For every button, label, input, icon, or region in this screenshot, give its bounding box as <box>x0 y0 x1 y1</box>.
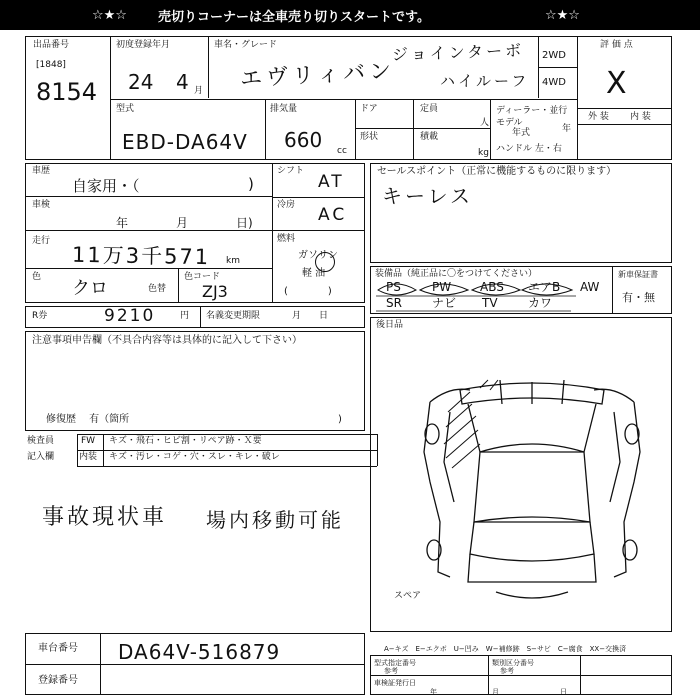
equipment-tv: TV <box>482 296 498 310</box>
repair-history-label: 修復歴 有（箇所 <box>46 414 130 425</box>
chassis-number: DA64V-516879 <box>118 640 281 664</box>
door-label: ドア <box>360 104 378 114</box>
grade-line1: ジョインターボ <box>391 40 525 65</box>
notes-handwritten-2: 場内移動可能 <box>206 508 344 532</box>
capacity-unit: 人 <box>480 118 490 128</box>
cc-unit: cc <box>337 146 347 156</box>
color-code-label: 色コード <box>184 272 221 282</box>
warranty-options: 有・無 <box>622 291 655 304</box>
spare-label: スペア <box>394 591 422 601</box>
model-value: EBD-DA64V <box>122 130 248 154</box>
year-type-label: 年式 <box>512 128 531 138</box>
shift-label: シフト <box>277 166 305 176</box>
shape-label: 形状 <box>360 132 379 142</box>
car-grade-label: 車名・グレード <box>214 40 278 50</box>
load-unit: kg <box>478 148 489 158</box>
rating-value: X <box>606 66 627 101</box>
selling-point-value: キーレス <box>382 184 473 208</box>
equipment-grid <box>376 282 612 312</box>
car-name: エヴリィバン <box>239 58 396 93</box>
displacement-label: 排気量 <box>270 104 298 114</box>
interior-label: 内 装 <box>630 112 651 122</box>
equipment-airbag: エアB <box>528 280 561 294</box>
two-wd-label: 2WD <box>542 50 566 61</box>
inspector-entry-block <box>25 434 365 466</box>
inspect-date-label: 車検証発行日 <box>374 679 416 687</box>
inspect-date-month: 月 <box>492 688 499 696</box>
equipment-label: 装備品（純正品に〇をつけてください） <box>375 269 538 279</box>
load-label: 積載 <box>420 132 439 142</box>
history-label: 車歴 <box>32 166 51 176</box>
fuel-other: ( ) <box>284 286 332 297</box>
mileage-label: 走行 <box>32 236 51 246</box>
fuel-diesel: 軽 油 <box>302 268 326 279</box>
handle-label: ハンドル 左・右 <box>496 144 562 154</box>
grade-line2: ハイルーフ <box>440 72 530 90</box>
header-banner <box>0 0 700 30</box>
selling-points-panel <box>370 163 672 263</box>
fuel-gasoline: ガソリン <box>298 250 338 261</box>
banner-right-stars: ☆★☆ <box>545 7 580 23</box>
naisou-items: キズ・汚レ・コゲ・穴・スレ・キレ・破レ <box>109 452 280 462</box>
name-change-date: 月 日 <box>292 311 329 321</box>
inspector-label: 検査員 <box>27 436 55 446</box>
selling-points-label: セールスポイント（正常に機能するものに限ります） <box>377 166 617 177</box>
equipment-ps: PS <box>386 280 401 294</box>
reg-year: 24 <box>128 70 154 94</box>
equipment-navi: ナビ <box>432 296 457 310</box>
inspect-date-day: 日 <box>560 688 567 696</box>
shift-value: AT <box>318 172 345 192</box>
equipment-pw: PW <box>432 280 452 294</box>
new-warranty-label: 新車保証書 <box>618 270 658 279</box>
exterior-label: 外 装 <box>588 112 609 122</box>
cooling-value: AC <box>318 205 348 225</box>
model-label: 型式 <box>116 104 135 114</box>
reg-month: 4 <box>176 70 189 94</box>
fw-label: FW <box>81 436 96 446</box>
fuel-circle-mark <box>315 252 335 272</box>
equipment-aw: AW <box>580 280 600 294</box>
year-unit: 年 <box>562 124 572 134</box>
banner-left-stars: ☆★☆ <box>92 7 127 23</box>
entry-label: 記入欄 <box>27 452 55 462</box>
car-damage-diagram <box>410 372 655 602</box>
first-reg-label: 初度登録年月 <box>116 40 171 50</box>
lot-number: 8154 <box>36 78 98 106</box>
equipment-abs: ABS <box>480 280 504 294</box>
post-body-label: 後日品 <box>376 320 404 330</box>
naisou-label: 内装 <box>79 452 98 462</box>
equipment-sr: SR <box>386 296 402 310</box>
notes-handwritten-1: 事故現状車 <box>42 505 168 530</box>
cooling-label: 冷房 <box>277 200 296 210</box>
class-no-label: 類別区分番号 <box>492 659 534 667</box>
equipment-circle-marks <box>376 282 612 312</box>
equipment-leather: カワ <box>528 296 553 310</box>
form-no-reference: 参考 <box>384 667 398 675</box>
capacity-label: 定員 <box>420 104 439 114</box>
form-no-label: 型式指定番号 <box>374 659 416 667</box>
color-code-value: ZJ3 <box>202 282 228 301</box>
damage-legend: A−キズ E−エクボ U−凹み W−補修跡 S−サビ C−腐食 XX−交換済 <box>384 645 627 653</box>
reg-month-unit: 月 <box>194 86 204 96</box>
lot-no-label: 出品番号 <box>33 40 70 50</box>
dealer-label: ディーラー・並行 <box>496 106 568 116</box>
class-no-reference: 参考 <box>500 667 514 675</box>
color-swap-label: 色替 <box>148 284 167 294</box>
km-unit: km <box>226 256 240 266</box>
name-change-label: 名義変更期限 <box>206 311 261 321</box>
inspection-year: 年 <box>116 216 129 230</box>
recycle-label: R券 <box>32 311 48 321</box>
color-label: 色 <box>32 272 42 282</box>
rating-label: 評 価 点 <box>600 40 633 50</box>
notes-label: 注意事項申告欄（不具合内容等は具体的に記入して下さい） <box>32 335 302 346</box>
history-value: 自家用・（ <box>72 177 140 195</box>
model-year-label: モデル <box>496 118 523 128</box>
registration-label: 登録番号 <box>38 675 78 686</box>
fuel-label: 燃料 <box>277 234 296 244</box>
yen-unit: 円 <box>180 311 190 321</box>
mileage-value: 11万3千571 <box>71 242 211 270</box>
banner-title: 売切りコーナーは全車売り切りスタートです。 <box>158 9 430 25</box>
recycle-amount: 9210 <box>104 306 156 326</box>
displacement-value: 660 <box>284 128 323 152</box>
chassis-label: 車台番号 <box>38 643 78 654</box>
fw-items: キズ・飛石・ヒビ割・リペア跡・Ｘ要 <box>109 436 262 446</box>
color-value: クロ <box>72 278 108 299</box>
inspection-month: 月 <box>176 216 189 230</box>
history-close: ) <box>248 175 254 193</box>
four-wd-label: 4WD <box>542 77 566 88</box>
inspection-day: 日) <box>236 216 253 230</box>
inspect-date-year: 年 <box>430 688 437 696</box>
inspection-label: 車検 <box>32 200 51 210</box>
lot-bracket: [1848] <box>36 60 66 70</box>
